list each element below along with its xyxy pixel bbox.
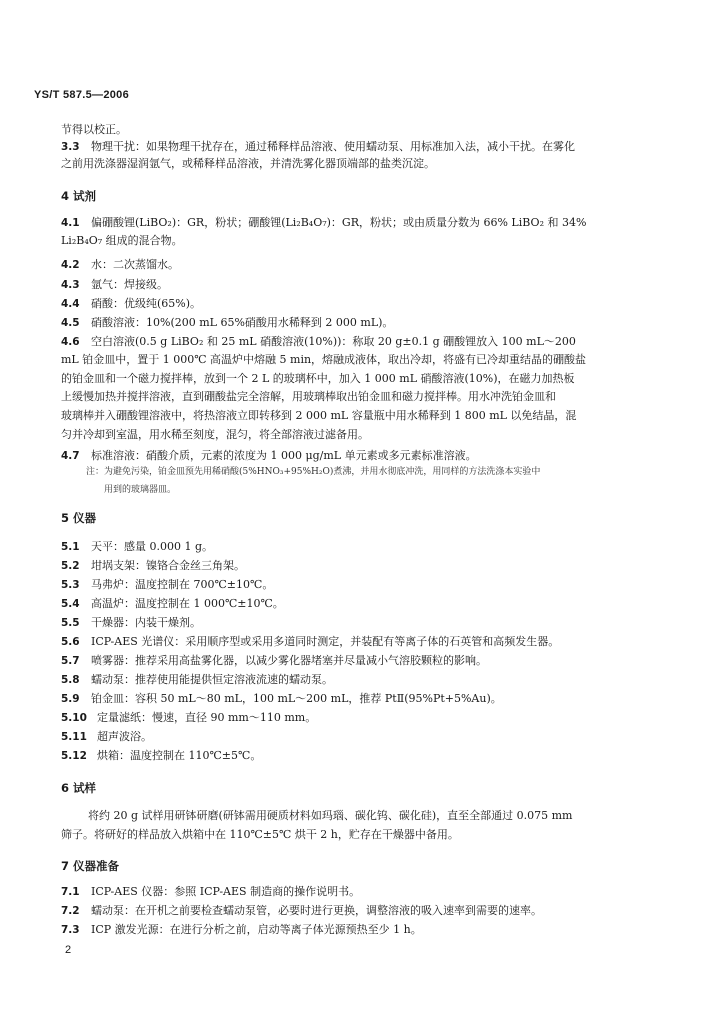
clause-5-12	[61, 749, 261, 763]
clause-text: 铂金皿：容积 50 mL～80 mL，100 mL～200 mL，推荐 PtⅡ(95%Pt+5%Au)。	[91, 692, 502, 705]
clause-text: 氩气：焊接级。	[91, 278, 168, 291]
clause-text: 天平：感量 0.000 1 g。	[91, 540, 214, 553]
clause-number: 7.1	[61, 886, 80, 898]
clause-number: 4.6	[61, 336, 80, 348]
clause-text: 高温炉：温度控制在 1 000℃±10℃。	[91, 597, 284, 610]
clause-number: 5.1	[61, 541, 80, 553]
clause-number: 7.2	[61, 905, 80, 917]
clause-4-6	[61, 335, 576, 349]
clause-number: 4.3	[61, 279, 80, 291]
clause-number: 5.3	[61, 579, 80, 591]
section-heading-6: 6 试样	[61, 781, 97, 795]
clause-4-2	[61, 258, 179, 272]
clause-number: 5.7	[61, 655, 80, 667]
clause-text: ICP 激发光源：在进行分析之前，启动等离子体光源预热至少 1 h。	[91, 923, 422, 936]
clause-4-6-line-4: 上缓慢加热并搅拌溶液，直到硼酸盐完全溶解，用玻璃棒取出铂金皿和磁力搅拌棒。用水冲洗铂金皿和	[61, 390, 556, 403]
clause-text: 水：二次蒸馏水。	[91, 258, 179, 271]
clause-number: 5.5	[61, 617, 80, 629]
standard-header: YS/T 587.5—2006	[34, 89, 130, 101]
clause-4-1-line-2: Li₂B₄O₇ 组成的混合物。	[61, 234, 183, 247]
clause-4-5	[61, 316, 393, 330]
clause-5-1	[61, 540, 213, 554]
clause-number: 4.4	[61, 298, 80, 310]
clause-4-6-line-2: mL 铂金皿中，置于 1 000℃ 高温炉中熔融 5 min，熔融成液体，取出冷却，将盛有已冷却重结晶的硼酸盐	[61, 353, 587, 366]
clause-text: ICP-AES 仪器：参照 ICP-AES 制造商的操作说明书。	[91, 885, 361, 898]
section-heading-5: 5 仪器	[61, 511, 97, 525]
clause-number: 5.8	[61, 674, 80, 686]
clause-4-4	[61, 297, 201, 311]
clause-text: 定量滤纸：慢速，直径 90 mm～110 mm。	[97, 711, 317, 724]
note-line-1: 注：为避免污染，铂金皿预先用稀硝酸(5%HNO₃+95%H₂O)煮沸，并用水彻底冲洗，用同样的方法洗涤本实验中	[86, 467, 541, 477]
clause-5-7	[61, 654, 487, 668]
clause-4-6-line-6: 匀并冷却到室温，用水稀至刻度，混匀，将全部溶液过滤备用。	[61, 428, 369, 441]
clause-5-9	[61, 692, 502, 706]
clause-text: 物理干扰：如果物理干扰存在，通过稀释样品溶液、使用蠕动泵、用标准加入法，减小干扰。在雾化	[91, 140, 575, 153]
clause-5-10	[61, 711, 316, 725]
clause-text: 超声波浴。	[97, 730, 152, 743]
clause-text: ICP-AES 光谱仪：采用顺序型或采用多道同时测定，并装配有等离子体的石英管和高频发生器。	[91, 635, 560, 648]
clause-number: 4.7	[61, 450, 80, 462]
page-number: 2	[65, 944, 72, 956]
clause-5-8	[61, 673, 333, 687]
clause-text: 喷雾器：推荐采用高盐雾化器，以减少雾化器堵塞并尽量减小气溶胶颗粒的影响。	[91, 654, 487, 667]
clause-4-1	[61, 216, 586, 230]
clause-4-3	[61, 278, 168, 292]
clause-3-3-line-2: 之前用洗涤器湿润氩气，或稀释样品溶液，并清洗雾化器顶端部的盐类沉淀。	[61, 157, 435, 170]
section-6-line-1: 将约 20 g 试样用研钵研磨(研钵需用硬质材料如玛瑙、碳化钨、碳化硅)，直至全部通过 0.075 mm	[88, 809, 573, 822]
section-heading-7: 7 仪器准备	[61, 859, 120, 873]
clause-7-2	[61, 904, 542, 918]
clause-number: 3.3	[61, 141, 80, 153]
clause-number: 5.4	[61, 598, 80, 610]
clause-number: 5.2	[61, 560, 80, 572]
clause-text: 标准溶液：硝酸介质，元素的浓度为 1 000 μg/mL 单元素或多元素标准溶液。	[91, 449, 477, 462]
clause-text: 硝酸溶液：10%(200 mL 65%硝酸用水稀释到 2 000 mL)。	[91, 316, 394, 329]
clause-5-6	[61, 635, 559, 649]
clause-4-6-line-5: 玻璃棒并入硼酸锂溶液中，将热溶液立即转移到 2 000 mL 容量瓶中用水稀释到 1 800 mL 以免结晶，混	[61, 409, 577, 422]
clause-7-3	[61, 923, 422, 937]
clause-3-3	[61, 140, 575, 154]
clause-text: 硝酸：优级纯(65%)。	[91, 297, 202, 310]
clause-4-6-line-3: 的铂金皿和一个磁力搅拌棒，放到一个 2 L 的玻璃杯中，加入 1 000 mL 硝酸溶液(10%)，在磁力加热板	[61, 372, 575, 385]
clause-text: 烘箱：温度控制在 110℃±5℃。	[97, 749, 262, 762]
clause-text: 偏硼酸锂(LiBO₂)：GR，粉状；硼酸锂(Li₂B₄O₇)：GR，粉状；或由质量分数为 66% LiBO₂ 和 34%	[91, 216, 587, 229]
clause-text: 马弗炉：温度控制在 700℃±10℃。	[91, 578, 274, 591]
clause-text: 蠕动泵：推荐使用能提供恒定溶液流速的蠕动泵。	[91, 673, 333, 686]
clause-4-7	[61, 449, 477, 463]
clause-number: 5.10	[61, 712, 87, 724]
clause-number: 5.9	[61, 693, 80, 705]
clause-number: 5.6	[61, 636, 80, 648]
clause-5-5	[61, 616, 201, 630]
note-line-2: 用到的玻璃器皿。	[104, 485, 177, 495]
clause-text: 坩埚支架：镍铬合金丝三角架。	[91, 559, 245, 572]
clause-5-11	[61, 730, 152, 744]
clause-5-3	[61, 578, 273, 592]
clause-text: 蠕动泵：在开机之前要检查蠕动泵管，必要时进行更换，调整溶液的吸入速率到需要的速率。	[91, 904, 542, 917]
clause-number: 4.2	[61, 259, 80, 271]
clause-text: 空白溶液(0.5 g LiBO₂ 和 25 mL 硝酸溶液(10%))：称取 20 g±0.1 g 硼酸锂放入 100 mL～200	[91, 335, 576, 348]
section-3-continuation: 节得以校正。	[61, 123, 127, 136]
section-6-line-2: 筛子。将研好的样品放入烘箱中在 110℃±5℃ 烘干 2 h，贮存在干燥器中备用。	[61, 828, 459, 841]
clause-5-4	[61, 597, 284, 611]
clause-number: 5.11	[61, 731, 87, 743]
clause-5-2	[61, 559, 245, 573]
section-heading-4: 4 试剂	[61, 189, 97, 203]
clause-7-1	[61, 885, 360, 899]
clause-number: 4.1	[61, 217, 80, 229]
clause-number: 5.12	[61, 750, 87, 762]
clause-number: 4.5	[61, 317, 80, 329]
clause-text: 干燥器：内装干燥剂。	[91, 616, 201, 629]
clause-number: 7.3	[61, 924, 80, 936]
